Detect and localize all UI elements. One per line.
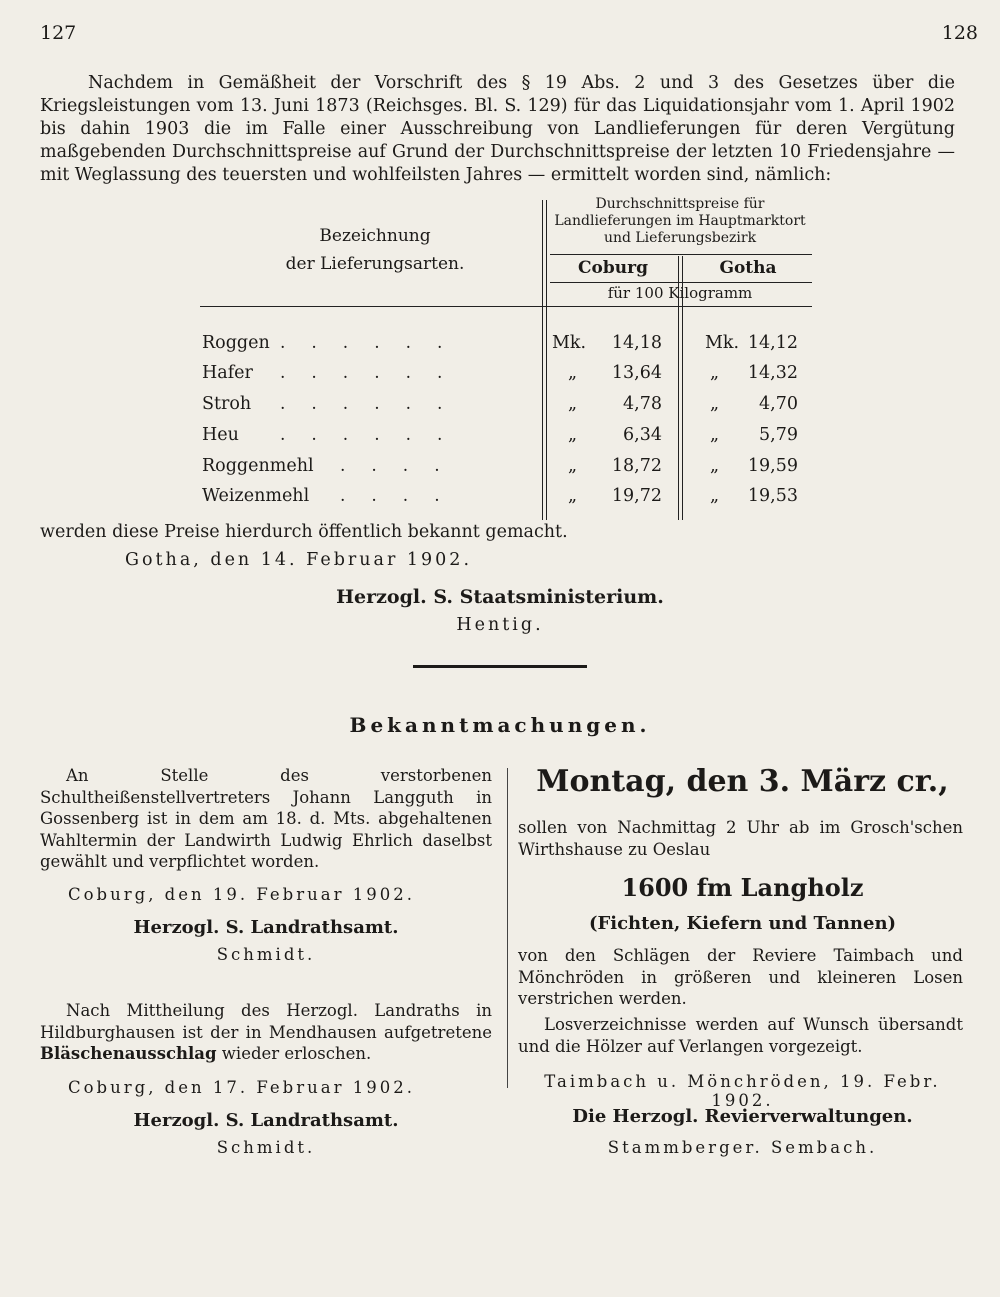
closing-place-date: Gotha, den 14. Februar 1902. [125, 550, 473, 570]
section-heading: Bekanntmachungen. [349, 713, 651, 737]
closing-authority: Herzogl. S. Staatsministerium. [336, 586, 664, 608]
notice-disease-signature: Schmidt. [216, 1138, 316, 1157]
page-number-left: 127 [40, 22, 77, 44]
intro-text: Nachdem in Gemäßheit der Vorschrift des § 19 Abs. 2 und 3 des Gesetzes über die Kriegsleistungen vom 13. Juni 1873 (Reichsges. Bl. S. 129) für das Liquidationsjahr vom 1. April 1902 bis dahin 1903 die im Falle einer Ausschreibung von Landlieferungen für deren Vergütung maßgebenden Durchschnittspreise auf Grund der Durchschnittspreise der letzten 10 Friedensjahre — mit Weglassung des teuersten und wohlfeilsten Jahres — ermittelt worden sind, nämlich: [40, 73, 955, 185]
closing-sentence: werden diese Preise hierdurch öffentlich bekannt gemacht. [40, 522, 568, 542]
auction-place-date: Taimbach u. Mönchröden, 19. Febr. 1902. [544, 1072, 941, 1110]
auction-headline: Montag, den 3. März cr., [536, 764, 949, 799]
intro-paragraph [40, 72, 955, 187]
notice-disease-place-date: Coburg, den 17. Februar 1902. [68, 1078, 415, 1097]
notice-mayor-signature: Schmidt. [216, 945, 316, 964]
notice-mayor-authority: Herzogl. S. Landrathsamt. [133, 917, 399, 938]
auction-species: (Fichten, Kiefern und Tannen) [588, 913, 897, 934]
notice-disease: Nach Mittheilung des Herzogl. Landraths in Hildburghausen ist der in Mendhausen aufgetretene Bläschenausschlag wieder erloschen. [40, 1001, 492, 1063]
auction-authority: Die Herzogl. Revierverwaltungen. [572, 1106, 913, 1127]
column-gotha: Gotha [719, 258, 777, 278]
unit-row: für 100 Kilogramm [607, 284, 753, 302]
notice-disease-authority: Herzogl. S. Landrathsamt. [133, 1110, 399, 1131]
auction-text2: Losverzeichnisse werden auf Wunsch übersandt und die Hölzer auf Verlangen vorgezeigt. [518, 1015, 963, 1056]
page-number-right: 128 [941, 22, 978, 44]
table-header-prices: Durchschnittspreise für Landlieferungen im Hauptmarktort und Lieferungsbezirk [554, 196, 806, 246]
notice-mayor-place-date: Coburg, den 19. Februar 1902. [68, 885, 415, 904]
closing-signature: Hentig. [456, 615, 544, 635]
table-header-name: Bezeichnung der Lieferungsarten. [285, 226, 465, 274]
auction-text: von den Schlägen der Reviere Taimbach und Mönchröden in größeren und kleineren Losen verstrichen werden. [518, 946, 963, 1008]
auction-line1: sollen von Nachmittag 2 Uhr ab im Grosch'schen Wirthshause zu Oeslau [518, 818, 963, 859]
auction-amount: 1600 fm Langholz [621, 873, 864, 902]
auction-signature: Stammberger. Sembach. [607, 1138, 878, 1157]
section-rule [413, 665, 587, 668]
column-coburg: Coburg [578, 258, 648, 278]
column-divider [507, 768, 508, 1088]
notice-mayor: An Stelle des verstorbenen Schultheißenstellvertreters Johann Langguth in Gossenberg ist in dem am 18. d. Mts. abgehaltenen Wahltermin der Landwirth Ludwig Ehrlich daselbst gewählt und verpflichtet worden. [40, 766, 492, 871]
